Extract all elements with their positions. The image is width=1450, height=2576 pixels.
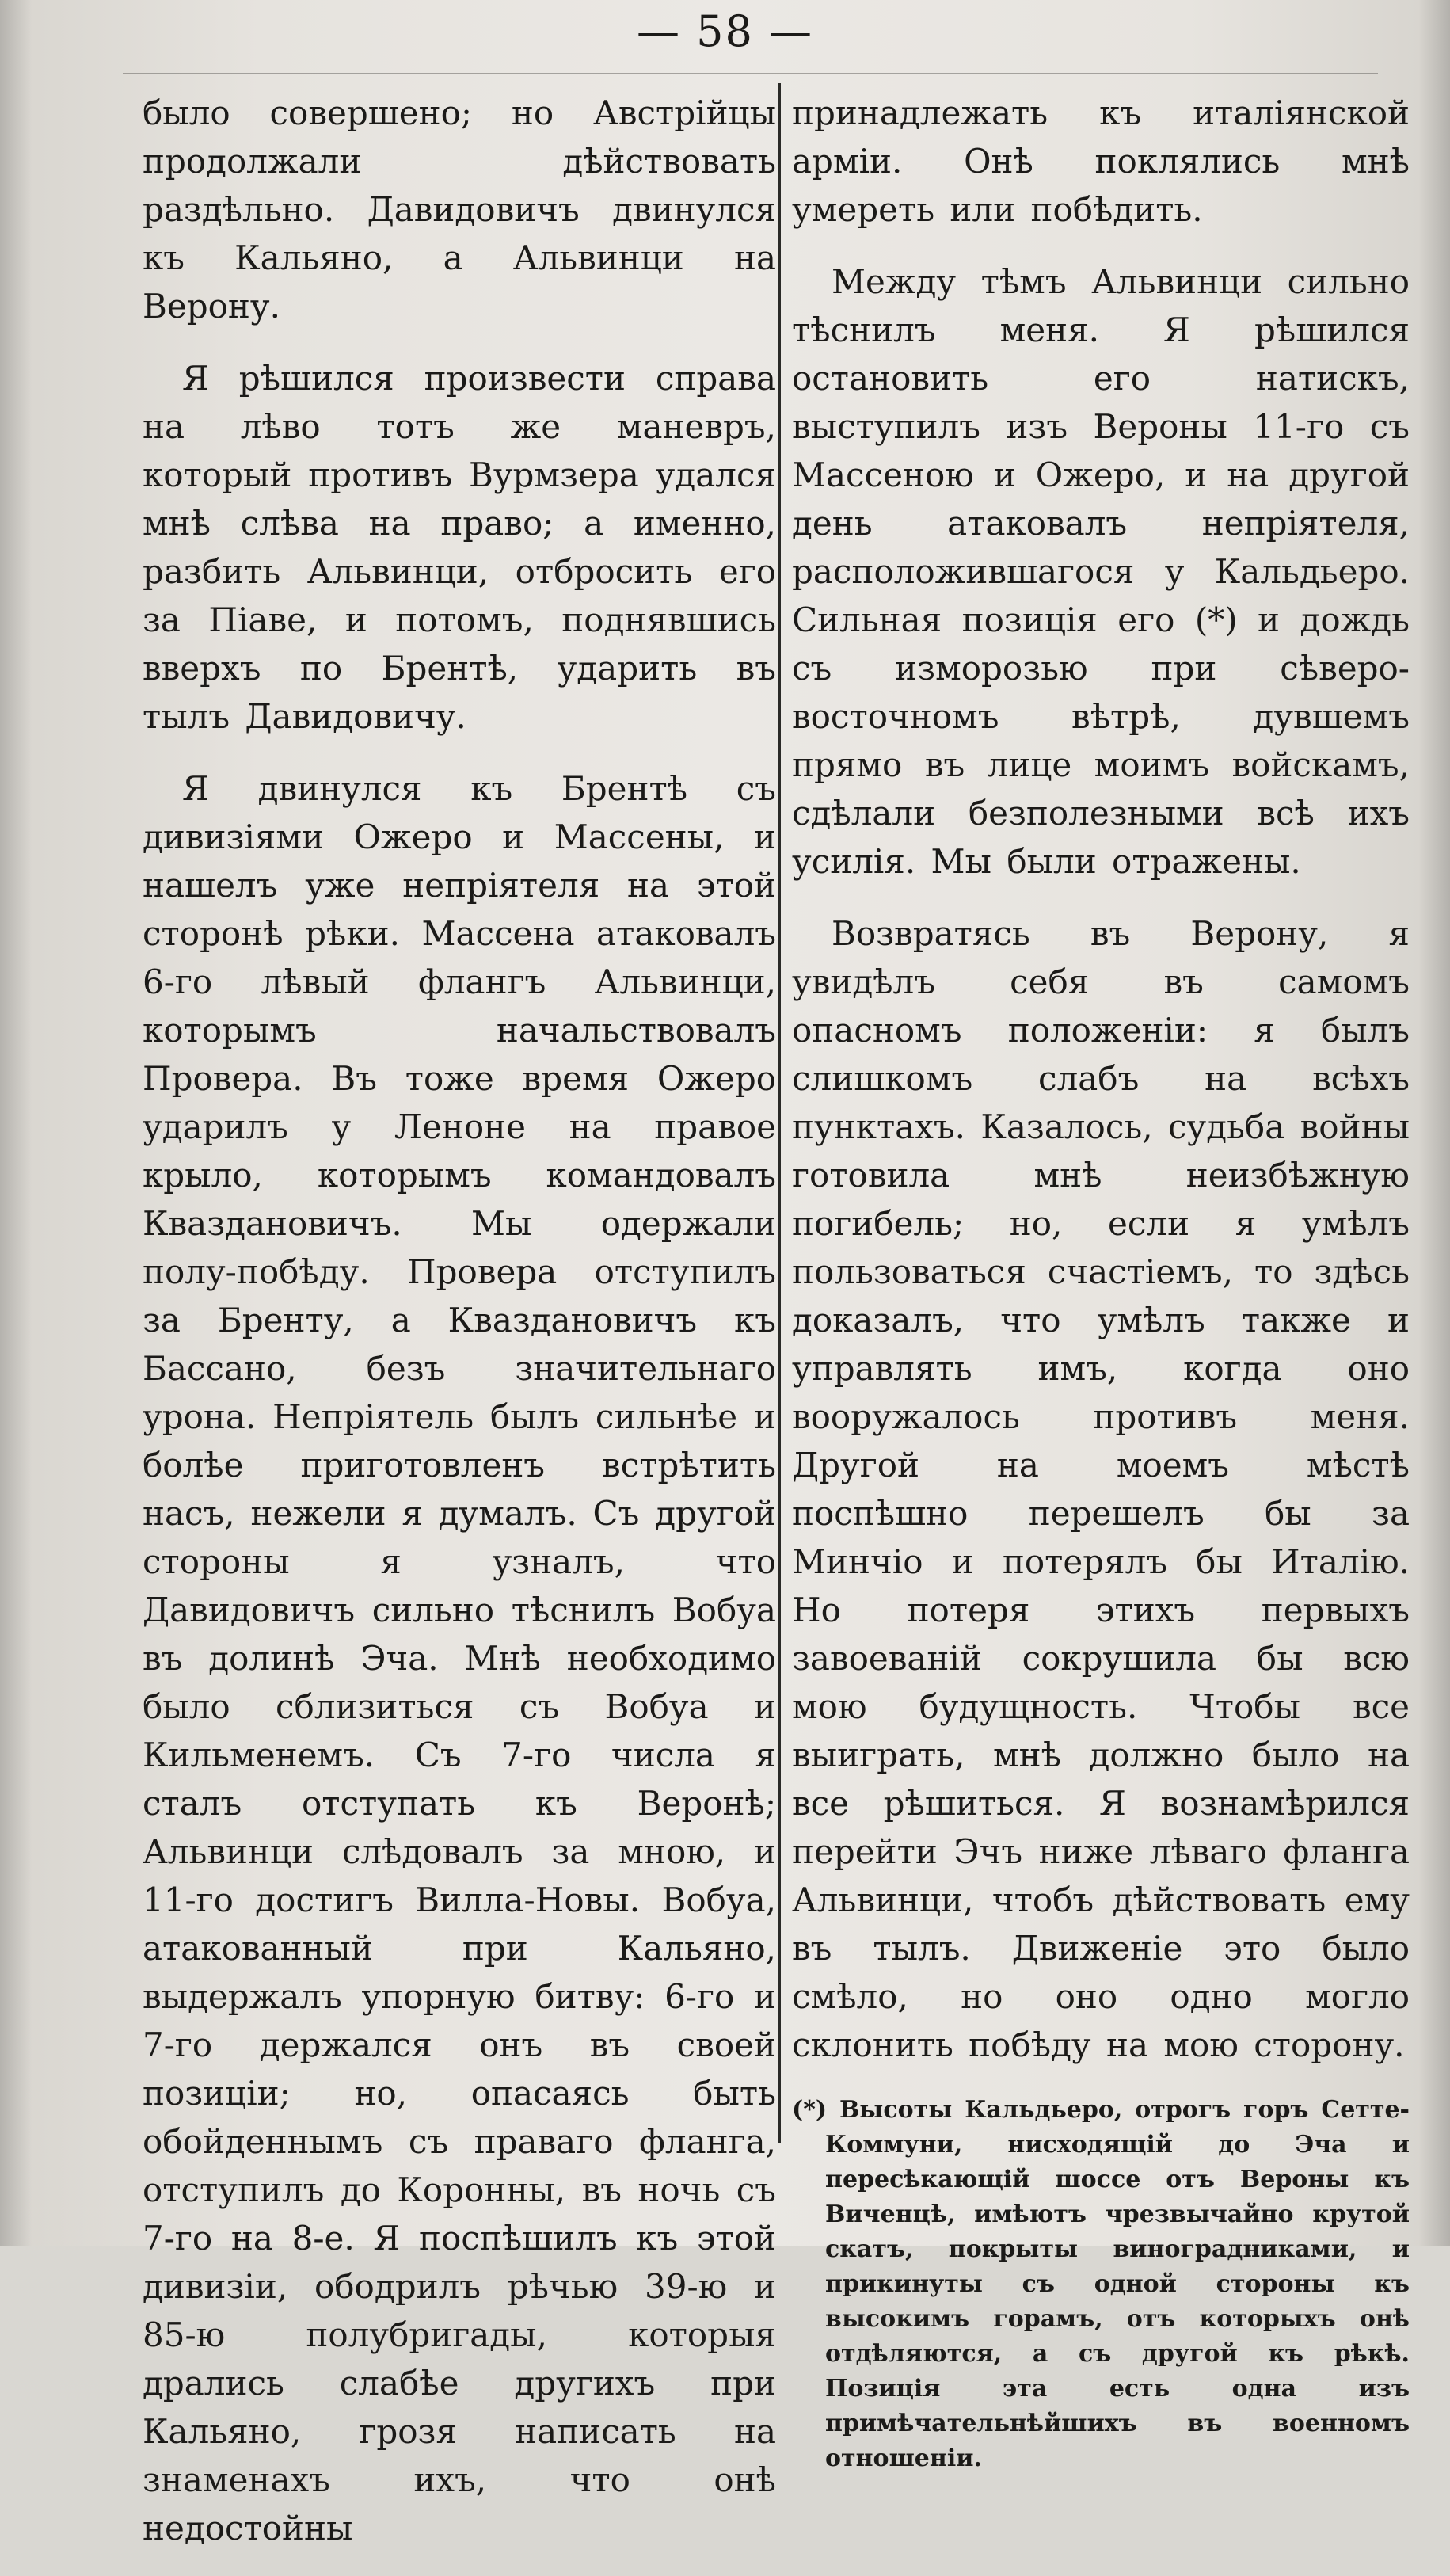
left-column [143,89,776,2576]
column-divider [778,83,781,2143]
right-paragraph-1: принадлежать къ италіянской арміи. Онѣ поклялись мнѣ умереть или побѣдить. [792,93,1410,229]
footnote: (*) Высоты Кальдьеро, отрогъ горъ Сетте-Коммуни, нисходящій до Эча и пересѣкающій шоссе отъ Вероны къ Виченцѣ, имѣютъ чрезвычайно крутой скатъ, покрыты виноградниками, и прикинуты съ одной стороны къ высокимъ горамъ, отъ которыхъ онѣ отдѣляются, а съ другой къ рѣкѣ. Позиція эта есть одна изъ примѣчательнѣйшихъ въ военномъ отношеніи. [792,2096,1410,2472]
left-paragraph-1: было совершено; но Австрійцы продолжали дѣйствовать раздѣльно. Давидовичъ двинулся къ Кальяно, а Альвинци на Верону. [143,93,776,326]
page-number: — 58 — [636,6,814,56]
right-paragraph-3: Возвратясь въ Верону, я увидѣлъ себя въ самомъ опасномъ положеніи: я былъ слишкомъ слабъ на всѣхъ пунктахъ. Казалось, судьба войны готовила мнѣ неизбѣжную погибель; но, если я умѣлъ пользоваться счастіемъ, то здѣсь доказалъ, что умѣлъ также и управлять имъ, когда оно вооружалось противъ меня. Другой на моемъ мѣстѣ поспѣшно перешелъ бы за Минчіо и потерялъ бы Италію. Но потеря этихъ первыхъ завоеваній сокрушила бы всю мою будущность. Чтобы все выиграть, мнѣ должно было на все рѣшиться. Я вознамѣрился перейти Эчъ ниже лѣваго фланга Альвинци, чтобъ дѣйствовать ему въ тылъ. Движеніе это было смѣло, но оно одно могло склонить побѣду на мою сторону. [792,914,1410,2064]
right-column [792,89,1410,2476]
left-paragraph-2: Я рѣшился произвести справа на лѣво тотъ же маневръ, который противъ Вурмзера удался мнѣ слѣва на право; а именно, разбить Альвинци, отбросить его за Піаве, и потомъ, поднявшись вверхъ по Брентѣ, ударить въ тылъ Давидовичу. [143,359,776,736]
left-paragraph-3: Я двинулся къ Брентѣ съ дивизіями Ожеро и Массены, и нашелъ уже непріятеля на этой сторонѣ рѣки. Массена атаковалъ 6-го лѣвый флангъ Альвинци, которымъ начальствовалъ Провера. Въ тоже время Ожеро ударилъ у Леноне на правое крыло, которымъ командовалъ Кваздановичъ. Мы одержали полу-побѣду. Провера отступилъ за Бренту, а Кваздановичъ къ Бассано, безъ значительнаго урона. Непріятель былъ сильнѣе и болѣе приготовленъ встрѣтить насъ, нежели я думалъ. Съ другой стороны я узналъ, что Давидовичъ сильно тѣснилъ Вобуа въ долинѣ Эча. Мнѣ необходимо было сблизиться съ Вобуа и Кильменемъ. Съ 7-го числа я сталъ отступать къ Веронѣ; Альвинци слѣдовалъ за мною, и 11-го достигъ Вилла-Новы. Вобуа, атакованный при Кальяно, выдержалъ упорную битву: 6-го и 7-го держался онъ въ своей позиціи; но, опасаясь быть обойденнымъ съ праваго фланга, отступилъ до Коронны, въ ночь съ 7-го на 8-е. Я поспѣшилъ къ этой дивизіи, ободрилъ рѣчью 39-ю и 85-ю полубригады, которыя дрались слабѣе другихъ при Кальяно, грозя написать на знаменахъ ихъ, что онѣ недостойны [143,769,776,2547]
left-page-shadow [0,0,32,2246]
right-page-shadow [1418,0,1450,2246]
top-rule [123,73,1378,74]
right-paragraph-2: Между тѣмъ Альвинци сильно тѣснилъ меня. Я рѣшился остановить его натискъ, выступилъ изъ Вероны 11-го съ Массеною и Ожеро, и на другой день атаковалъ непріятеля, расположившагося у Кальдьеро. Сильная позиція его (*) и дождь съ изморозью при сѣверо-восточномъ вѣтрѣ, дувшемъ прямо въ лице моимъ войскамъ, сдѣлали безполезными всѣ ихъ усилія. Мы были отражены. [792,262,1410,881]
